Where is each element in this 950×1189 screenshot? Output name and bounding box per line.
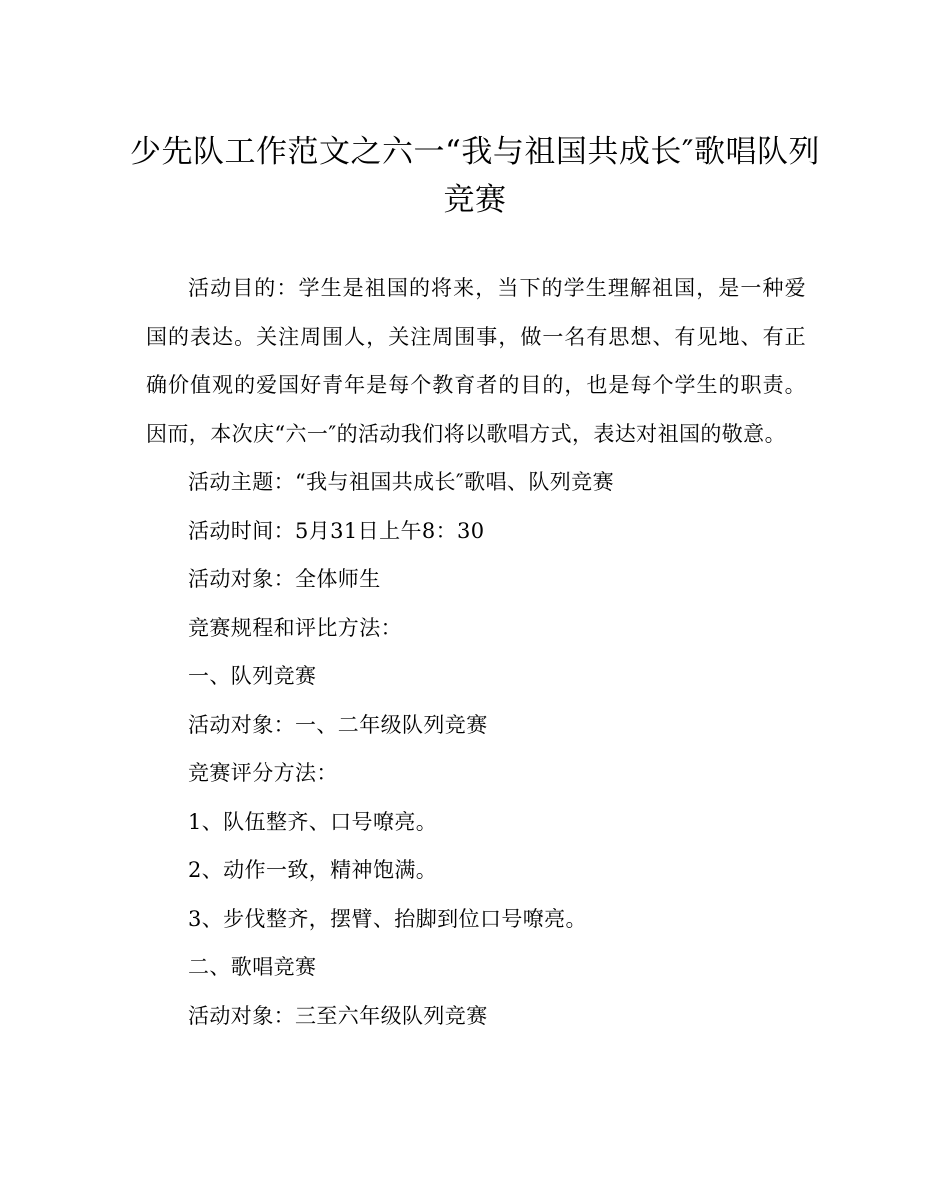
section-heading-singing: 二、歌唱竞赛 [188,955,317,979]
section-heading-march: 一、队列竞赛 [188,664,317,688]
intro-paragraph: 活动目的：学生是祖国的将来，当下的学生理解祖国，是一种爱国的表达。关注周围人，关注周围事，做一名有思想、有见地、有正确价值观的爱国好青年是每个教育者的目的，也是每个学生的职责。因而，本次庆“六一″的活动我们将以歌唱方式，表达对祖国的敬意。 [146,276,806,446]
document-title [120,128,830,224]
activity-theme: 活动主题：“我与祖国共成长″歌唱、队列竞赛 [188,470,614,494]
scoring-item-2: 2、动作一致，精神饱满。 [188,858,438,882]
activity-time: 活动时间：5月31日上午8：30 [188,518,485,543]
document-title-line-1: 少先队工作范文之六一“我与祖国共成长″歌唱队列 [130,134,820,170]
activity-participants: 活动对象：全体师生 [188,567,381,591]
document-body [146,264,806,1040]
scoring-item-1: 1、队伍整齐、口号嘹亮。 [188,809,438,834]
march-participants: 活动对象：一、二年级队列竞赛 [188,712,488,737]
scoring-item-3: 3、步伐整齐，摆臂、抬脚到位口号嘹亮。 [188,906,587,931]
singing-participants: 活动对象：三至六年级队列竞赛 [188,1003,488,1028]
rules-heading: 竞赛规程和评比方法： [188,615,402,640]
document-title-line-2: 竞赛 [443,182,507,218]
scoring-heading: 竞赛评分方法： [188,761,338,785]
